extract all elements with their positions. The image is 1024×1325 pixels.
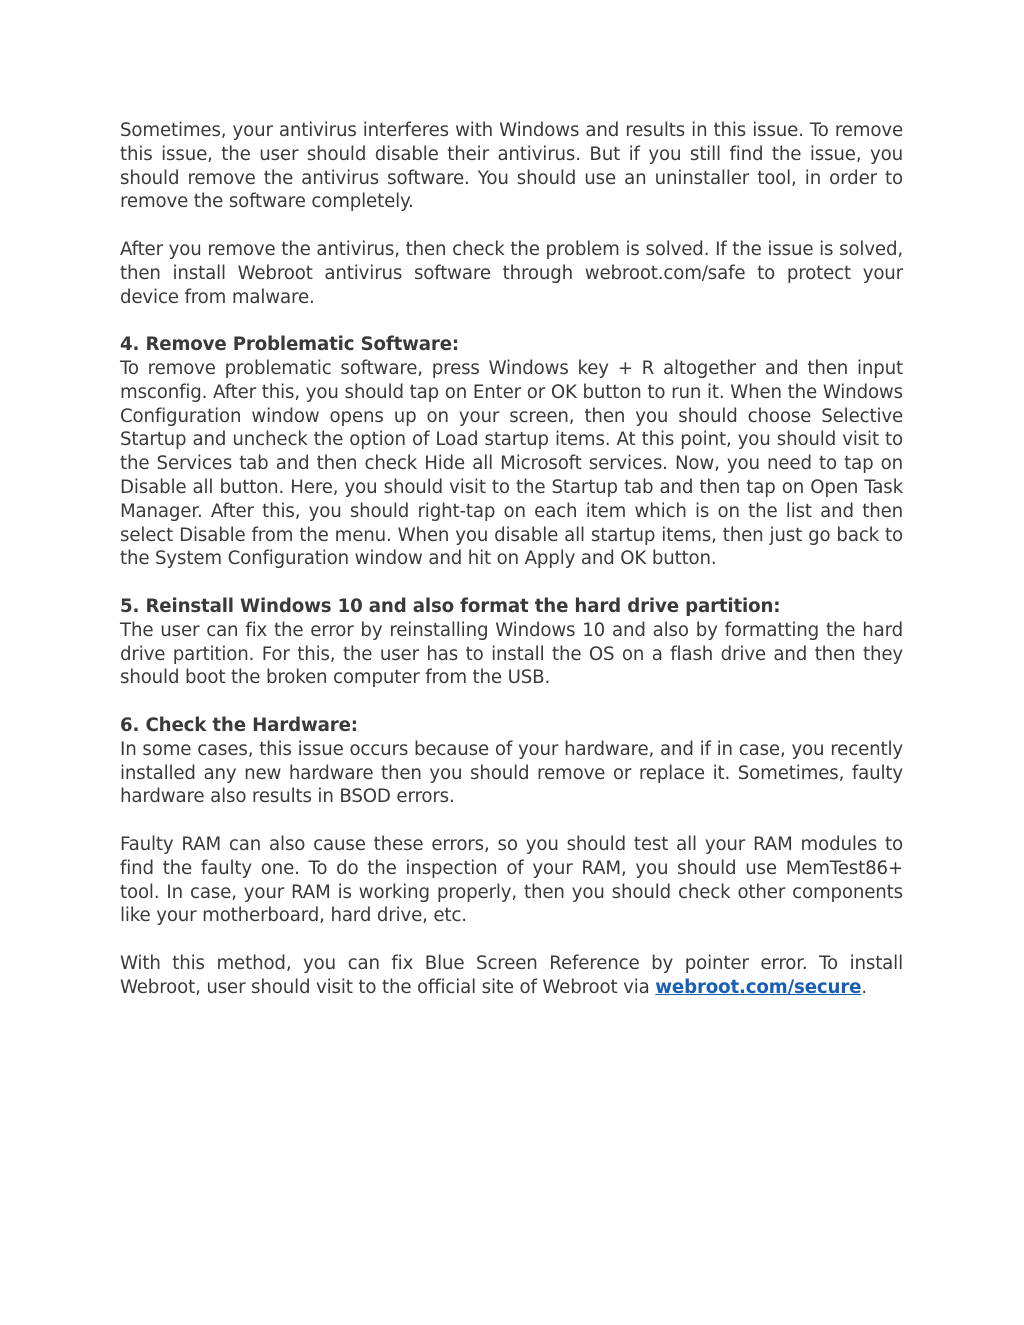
closing-period: . xyxy=(861,976,867,998)
section-reinstall-windows xyxy=(120,595,903,690)
section-body: The user can fix the error by reinstalling Windows 10 and also by formatting the hard drive partition. For this, the user has to install the OS on a flash drive and then they should boot the broken computer from the USB. xyxy=(120,619,903,689)
section-body: In some cases, this issue occurs because of your hardware, and if in case, you recently installed any new hardware then you should remove or replace it. Sometimes, faulty hardware also results in BSOD errors. xyxy=(120,738,903,808)
paragraph-install-webroot: After you remove the antivirus, then check the problem is solved. If the issue is solved, then install Webroot antivirus software through webroot.com/safe to protect your device from malware. xyxy=(120,238,903,308)
section-heading: 4. Remove Problematic Software: xyxy=(120,334,460,356)
section-body: To remove problematic software, press Windows key + R altogether and then input msconfig. After this, you should tap on Enter or OK button to run it. When the Windows Configuration window opens up on your screen, then you should choose Selective Startup and uncheck the option of Load startup items. At this point, you should visit to the Services tab and then check Hide all Microsoft services. Now, you need to tap on Disable all button. Here, you should visit to the Startup tab and then tap on Open Task Manager. After this, you should right-tap on each item which is on the list and then select Disable from the menu. When you disable all startup items, then just go back to the System Configuration window and hit on Apply and OK button. xyxy=(120,357,903,570)
paragraph-faulty-ram: Faulty RAM can also cause these errors, so you should test all your RAM modules to find the faulty one. To do the inspection of your RAM, you should use MemTest86+ tool. In case, your RAM is working properly, then you should check other components like your motherboard, hard drive, etc. xyxy=(120,833,903,927)
paragraph-closing xyxy=(120,952,903,1000)
section-check-hardware xyxy=(120,714,903,809)
section-heading: 5. Reinstall Windows 10 and also format the hard drive partition: xyxy=(120,595,781,617)
closing-text: With this method, you can fix Blue Screen Reference by pointer error. To install Webroot, user should visit to the official site of Webroot via xyxy=(120,952,903,998)
section-remove-software xyxy=(120,333,903,571)
document-page xyxy=(120,119,903,1023)
webroot-secure-link[interactable]: webroot.com/secure xyxy=(655,976,862,998)
section-heading: 6. Check the Hardware: xyxy=(120,714,358,736)
paragraph-antivirus-interference: Sometimes, your antivirus interferes with Windows and results in this issue. To remove this issue, the user should disable their antivirus. But if you still find the issue, you should remove the antivirus software. You should use an uninstaller tool, in order to remove the software completely. xyxy=(120,120,903,213)
